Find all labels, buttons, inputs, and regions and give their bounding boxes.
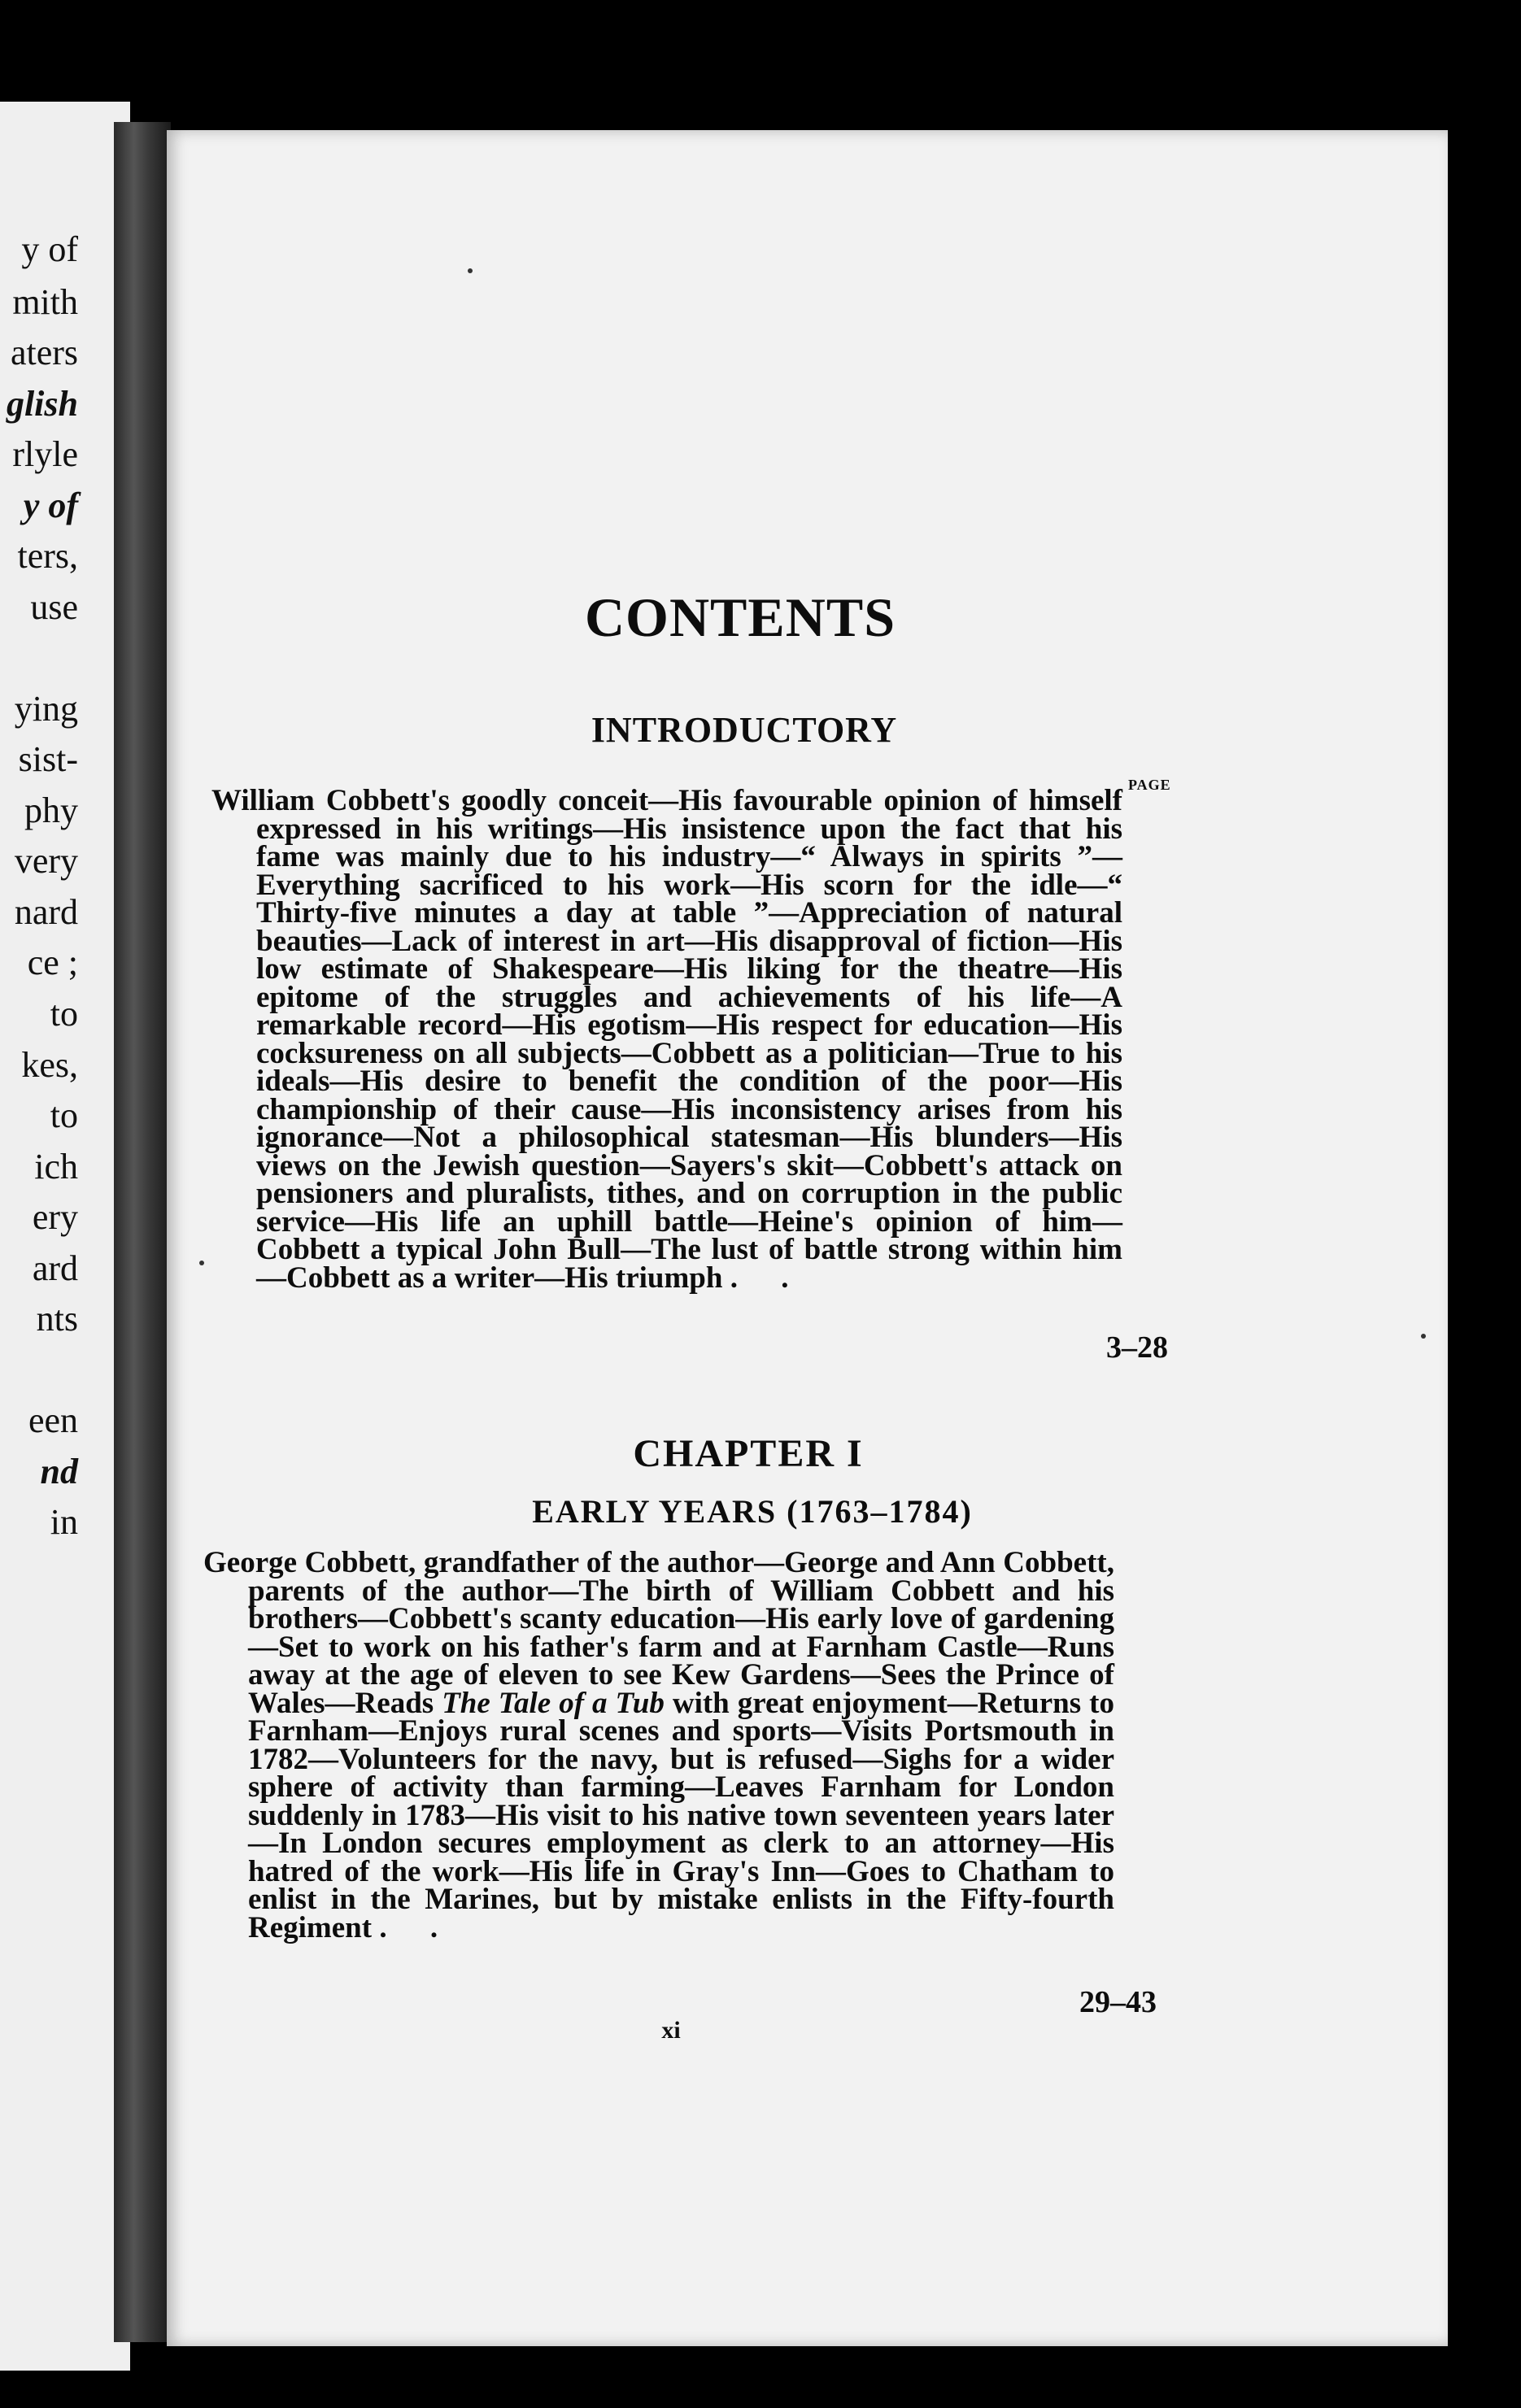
- left-page-fragment: rlyle: [12, 434, 78, 474]
- left-page-fragment: ters,: [17, 536, 78, 576]
- left-page-fragment: y of: [23, 486, 78, 525]
- introductory-leader-dots: . .: [730, 1261, 807, 1295]
- left-page-fragment: ery: [32, 1197, 78, 1237]
- left-page-fragment: nard: [14, 892, 78, 932]
- left-page-fragment: ce ;: [27, 943, 78, 982]
- left-page-fragment: phy: [24, 790, 78, 830]
- left-page-fragment: use: [30, 587, 78, 627]
- introductory-summary-text: William Cobbett's goodly conceit—His favourable opinion of himself expressed in his writings—His insistence upon the fact that his fame was mainly due to his industry—“ Always in spirits ”—Everything sacrificed to his work—His scorn for the idle—“ Thirty-five minutes a day at table ”—Appreciation of natural beauties—Lack of interest in art—His disapproval of fiction—His low estimate of Shakespeare—His liking for the theatre—His epitome of the struggles and achievements of his life—A remarkable record—His egotism—His respect for education—His cocksureness on all subjects—Cobbett as a politician—True to his ideals—His desire to benefit the condition of the poor—His championship of their cause—His inconsistency arises from his ignorance—Not a philosophical statesman—His blunders—His views on the Jewish question—Sayers's skit—Cobbett's attack on pensioners and pluralists, tithes, and on corruption in the public service—His life an uphill battle—Heine's opinion of him—Cobbett a typical John Bull—The lust of battle strong within him—Cobbett as a writer—His triumph: [211, 784, 1122, 1295]
- introductory-heading: INTRODUCTORY: [591, 710, 898, 750]
- left-page-fragment: to: [50, 1095, 78, 1135]
- left-page-fragment: nd: [40, 1452, 78, 1491]
- left-page-fragment: very: [14, 841, 78, 881]
- left-page-fragment: sist-: [18, 739, 78, 779]
- left-page-fragment: ying: [14, 689, 78, 729]
- paper-speck: [199, 1261, 204, 1265]
- left-page-fragment: een: [28, 1400, 78, 1440]
- left-page-fragment: y of: [21, 229, 78, 269]
- left-page-fragment: kes,: [21, 1045, 78, 1085]
- chapter-1-summary-part-2: with great enjoyment—Returns to Farnham—Enjoys rural scenes and sports—Visits Portsmouth in 1782—Volunteers for the navy, but is refused—Sighs for a wider sphere of activity than farming—Leaves Farnham for London suddenly in 1783—His visit to his native town seventeen years later—In London secures employment as clerk to an attorney—His hatred of the work—His life in Gray's Inn—Goes to Chatham to enlist in the Marines, but by mistake enlists in the Fifty-fourth Regiment: [248, 1686, 1114, 1944]
- left-page-fragment: nts: [36, 1299, 78, 1339]
- page-folio: xi: [661, 2017, 681, 2044]
- left-page-fragment: aters: [10, 333, 78, 372]
- left-page-fragment: in: [50, 1502, 78, 1542]
- chapter-1-page-range: 29–43: [1079, 1985, 1157, 2019]
- introductory-summary: [211, 784, 1122, 1295]
- page-column-label: PAGE: [1128, 777, 1171, 793]
- chapter-1-subtitle: EARLY YEARS (1763–1784): [532, 1493, 973, 1530]
- left-page-fragment: to: [50, 994, 78, 1034]
- paper-speck: [468, 268, 473, 273]
- left-page-fragment: ard: [32, 1248, 78, 1288]
- left-page-fragment: glish: [6, 384, 78, 424]
- book-gutter: [114, 122, 171, 2342]
- left-page-fragment: mith: [12, 282, 78, 322]
- introductory-page-range: 3–28: [1106, 1330, 1168, 1365]
- contents-title: CONTENTS: [584, 586, 896, 648]
- chapter-1-summary: [203, 1546, 1114, 1944]
- chapter-1-heading: CHAPTER I: [633, 1432, 864, 1475]
- chapter-1-summary-book-title: The Tale of a Tub: [442, 1686, 665, 1720]
- chapter-1-leader-dots: . .: [379, 1910, 456, 1944]
- chapter-1-summary-part-1: George Cobbett, grandfather of the author—George and Ann Cobbett, parents of the author—The birth of William Cobbett and his brothers—Cobbett's scanty education—His early love of gardening—Set to work on his father's farm and at Farnham Castle—Runs away at the age of eleven to see Kew Gardens—Sees the Prince of Wales—Reads: [203, 1546, 1114, 1720]
- left-facing-page: [0, 102, 130, 2371]
- contents-page: [167, 130, 1448, 2346]
- left-page-fragment: ich: [34, 1147, 78, 1187]
- paper-speck: [1421, 1334, 1426, 1339]
